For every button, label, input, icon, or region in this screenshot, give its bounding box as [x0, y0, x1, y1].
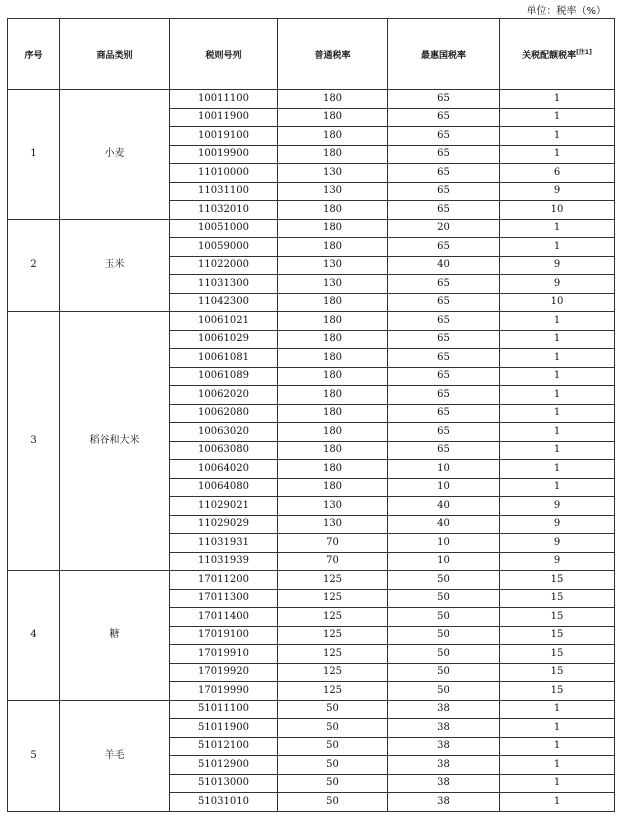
quota-rate-cell: 1: [500, 737, 615, 756]
quota-rate-cell: 1: [500, 460, 615, 479]
general-rate-cell: 180: [278, 201, 388, 220]
quota-rate-cell: 15: [500, 571, 615, 590]
header-category: 商品类别: [60, 19, 170, 90]
mfn-rate-cell: 50: [388, 626, 500, 645]
table-row: [8, 219, 615, 238]
mfn-rate-cell: 10: [388, 552, 500, 571]
quota-rate-cell: 1: [500, 700, 615, 719]
mfn-rate-cell: 50: [388, 608, 500, 627]
table-row: [8, 312, 615, 331]
general-rate-cell: 125: [278, 645, 388, 664]
mfn-rate-cell: 38: [388, 774, 500, 793]
group-category-cell: 稻谷和大米: [60, 312, 170, 571]
tariff-code-cell: 11022000: [170, 256, 278, 275]
mfn-rate-cell: 65: [388, 275, 500, 294]
quota-rate-cell: 9: [500, 515, 615, 534]
mfn-rate-cell: 65: [388, 238, 500, 257]
header-seq: 序号: [8, 19, 60, 90]
quota-rate-cell: 1: [500, 423, 615, 442]
tariff-code-cell: 10059000: [170, 238, 278, 257]
tariff-code-cell: 10064080: [170, 478, 278, 497]
general-rate-cell: 50: [278, 774, 388, 793]
general-rate-cell: 50: [278, 793, 388, 812]
mfn-rate-cell: 38: [388, 700, 500, 719]
header-tariff-code: 税则号列: [170, 19, 278, 90]
tariff-code-cell: 10064020: [170, 460, 278, 479]
general-rate-cell: 130: [278, 256, 388, 275]
tariff-code-cell: 17011300: [170, 589, 278, 608]
quota-rate-cell: 15: [500, 682, 615, 701]
tariff-code-cell: 10063020: [170, 423, 278, 442]
tariff-code-cell: 51012100: [170, 737, 278, 756]
mfn-rate-cell: 65: [388, 164, 500, 183]
general-rate-cell: 180: [278, 145, 388, 164]
mfn-rate-cell: 65: [388, 441, 500, 460]
tariff-code-cell: 17011400: [170, 608, 278, 627]
general-rate-cell: 125: [278, 626, 388, 645]
group-seq-cell: 5: [8, 700, 60, 811]
tariff-code-cell: 11029029: [170, 515, 278, 534]
general-rate-cell: 180: [278, 312, 388, 331]
quota-rate-cell: 1: [500, 756, 615, 775]
tariff-code-cell: 17019100: [170, 626, 278, 645]
mfn-rate-cell: 65: [388, 386, 500, 405]
mfn-rate-cell: 65: [388, 108, 500, 127]
mfn-rate-cell: 65: [388, 182, 500, 201]
tariff-code-cell: 11031300: [170, 275, 278, 294]
quota-rate-cell: 1: [500, 90, 615, 109]
quota-rate-cell: 1: [500, 719, 615, 738]
tariff-code-cell: 10019900: [170, 145, 278, 164]
group-category-cell: 羊毛: [60, 700, 170, 811]
mfn-rate-cell: 38: [388, 737, 500, 756]
general-rate-cell: 180: [278, 219, 388, 238]
tariff-code-cell: 11029021: [170, 497, 278, 516]
general-rate-cell: 130: [278, 164, 388, 183]
quota-rate-cell: 9: [500, 497, 615, 516]
general-rate-cell: 180: [278, 367, 388, 386]
quota-rate-cell: 1: [500, 312, 615, 331]
quota-rate-cell: 6: [500, 164, 615, 183]
table-row: [8, 571, 615, 590]
general-rate-cell: 125: [278, 608, 388, 627]
mfn-rate-cell: 20: [388, 219, 500, 238]
mfn-rate-cell: 65: [388, 312, 500, 331]
mfn-rate-cell: 10: [388, 534, 500, 553]
quota-rate-cell: 1: [500, 349, 615, 368]
mfn-rate-cell: 65: [388, 145, 500, 164]
tariff-code-cell: 10019100: [170, 127, 278, 146]
tariff-code-cell: 11031100: [170, 182, 278, 201]
general-rate-cell: 180: [278, 478, 388, 497]
general-rate-cell: 50: [278, 737, 388, 756]
mfn-rate-cell: 38: [388, 793, 500, 812]
header-quota-rate-label: 关税配额税率: [522, 51, 577, 61]
tariff-code-cell: 17019990: [170, 682, 278, 701]
group-seq-cell: 4: [8, 571, 60, 701]
mfn-rate-cell: 65: [388, 330, 500, 349]
general-rate-cell: 180: [278, 441, 388, 460]
quota-rate-cell: 1: [500, 238, 615, 257]
quota-rate-cell: 9: [500, 256, 615, 275]
header-general-rate: 普通税率: [278, 19, 388, 90]
table-row: [8, 700, 615, 719]
general-rate-cell: 180: [278, 423, 388, 442]
mfn-rate-cell: 65: [388, 367, 500, 386]
general-rate-cell: 180: [278, 293, 388, 312]
tariff-code-cell: 51031010: [170, 793, 278, 812]
general-rate-cell: 70: [278, 534, 388, 553]
general-rate-cell: 180: [278, 460, 388, 479]
general-rate-cell: 125: [278, 682, 388, 701]
mfn-rate-cell: 50: [388, 663, 500, 682]
mfn-rate-cell: 50: [388, 645, 500, 664]
quota-rate-cell: 1: [500, 774, 615, 793]
general-rate-cell: 180: [278, 90, 388, 109]
quota-rate-cell: 15: [500, 626, 615, 645]
mfn-rate-cell: 65: [388, 201, 500, 220]
tariff-code-cell: 10062080: [170, 404, 278, 423]
mfn-rate-cell: 38: [388, 756, 500, 775]
general-rate-cell: 125: [278, 589, 388, 608]
quota-rate-cell: 1: [500, 404, 615, 423]
tariff-code-cell: 17019920: [170, 663, 278, 682]
tariff-code-cell: 51013000: [170, 774, 278, 793]
table-row: [8, 90, 615, 109]
quota-rate-cell: 15: [500, 663, 615, 682]
quota-rate-cell: 1: [500, 793, 615, 812]
general-rate-cell: 180: [278, 349, 388, 368]
quota-rate-cell: 9: [500, 182, 615, 201]
quota-rate-cell: 1: [500, 330, 615, 349]
quota-rate-cell: 9: [500, 552, 615, 571]
mfn-rate-cell: 65: [388, 349, 500, 368]
mfn-rate-cell: 10: [388, 460, 500, 479]
general-rate-cell: 50: [278, 719, 388, 738]
mfn-rate-cell: 10: [388, 478, 500, 497]
mfn-rate-cell: 65: [388, 127, 500, 146]
tariff-code-cell: 10011900: [170, 108, 278, 127]
group-category-cell: 糖: [60, 571, 170, 701]
header-quota-note: [注1]: [576, 49, 592, 56]
tariff-code-cell: 10061029: [170, 330, 278, 349]
tariff-code-cell: 10011100: [170, 90, 278, 109]
general-rate-cell: 130: [278, 515, 388, 534]
header-quota-rate: [500, 19, 615, 90]
quota-rate-cell: 10: [500, 293, 615, 312]
tariff-code-cell: 10051000: [170, 219, 278, 238]
mfn-rate-cell: 65: [388, 293, 500, 312]
tariff-code-cell: 51011100: [170, 700, 278, 719]
general-rate-cell: 70: [278, 552, 388, 571]
general-rate-cell: 130: [278, 497, 388, 516]
tariff-code-cell: 11031939: [170, 552, 278, 571]
tariff-code-cell: 11031931: [170, 534, 278, 553]
general-rate-cell: 125: [278, 663, 388, 682]
group-category-cell: 小麦: [60, 90, 170, 220]
tariff-code-cell: 51011900: [170, 719, 278, 738]
mfn-rate-cell: 50: [388, 682, 500, 701]
tariff-rate-table: [7, 18, 615, 812]
quota-rate-cell: 1: [500, 441, 615, 460]
quota-rate-cell: 15: [500, 645, 615, 664]
mfn-rate-cell: 50: [388, 571, 500, 590]
tariff-code-cell: 17011200: [170, 571, 278, 590]
general-rate-cell: 180: [278, 404, 388, 423]
quota-rate-cell: 9: [500, 275, 615, 294]
quota-rate-cell: 1: [500, 219, 615, 238]
group-seq-cell: 3: [8, 312, 60, 571]
general-rate-cell: 180: [278, 108, 388, 127]
quota-rate-cell: 15: [500, 608, 615, 627]
tariff-code-cell: 11042300: [170, 293, 278, 312]
quota-rate-cell: 1: [500, 127, 615, 146]
quota-rate-cell: 1: [500, 386, 615, 405]
unit-note: 单位：税率（%）: [526, 6, 606, 17]
quota-rate-cell: 1: [500, 108, 615, 127]
general-rate-cell: 180: [278, 330, 388, 349]
mfn-rate-cell: 50: [388, 589, 500, 608]
mfn-rate-cell: 65: [388, 404, 500, 423]
group-seq-cell: 2: [8, 219, 60, 312]
tariff-code-cell: 17019910: [170, 645, 278, 664]
general-rate-cell: 180: [278, 386, 388, 405]
group-category-cell: 玉米: [60, 219, 170, 312]
general-rate-cell: 125: [278, 571, 388, 590]
mfn-rate-cell: 40: [388, 515, 500, 534]
general-rate-cell: 180: [278, 238, 388, 257]
quota-rate-cell: 1: [500, 478, 615, 497]
quota-rate-cell: 9: [500, 534, 615, 553]
table-body: [8, 90, 615, 812]
tariff-code-cell: 11010000: [170, 164, 278, 183]
header-mfn-rate: 最惠国税率: [388, 19, 500, 90]
tariff-code-cell: 10061021: [170, 312, 278, 331]
general-rate-cell: 130: [278, 275, 388, 294]
quota-rate-cell: 15: [500, 589, 615, 608]
tariff-code-cell: 11032010: [170, 201, 278, 220]
mfn-rate-cell: 38: [388, 719, 500, 738]
tariff-code-cell: 51012900: [170, 756, 278, 775]
tariff-code-cell: 10063080: [170, 441, 278, 460]
mfn-rate-cell: 65: [388, 423, 500, 442]
general-rate-cell: 130: [278, 182, 388, 201]
tariff-code-cell: 10062020: [170, 386, 278, 405]
general-rate-cell: 50: [278, 700, 388, 719]
quota-rate-cell: 10: [500, 201, 615, 220]
mfn-rate-cell: 40: [388, 256, 500, 275]
tariff-code-cell: 10061089: [170, 367, 278, 386]
tariff-code-cell: 10061081: [170, 349, 278, 368]
quota-rate-cell: 1: [500, 145, 615, 164]
general-rate-cell: 50: [278, 756, 388, 775]
group-seq-cell: 1: [8, 90, 60, 220]
mfn-rate-cell: 65: [388, 90, 500, 109]
general-rate-cell: 180: [278, 127, 388, 146]
quota-rate-cell: 1: [500, 367, 615, 386]
table-header-row: [8, 19, 615, 90]
mfn-rate-cell: 40: [388, 497, 500, 516]
